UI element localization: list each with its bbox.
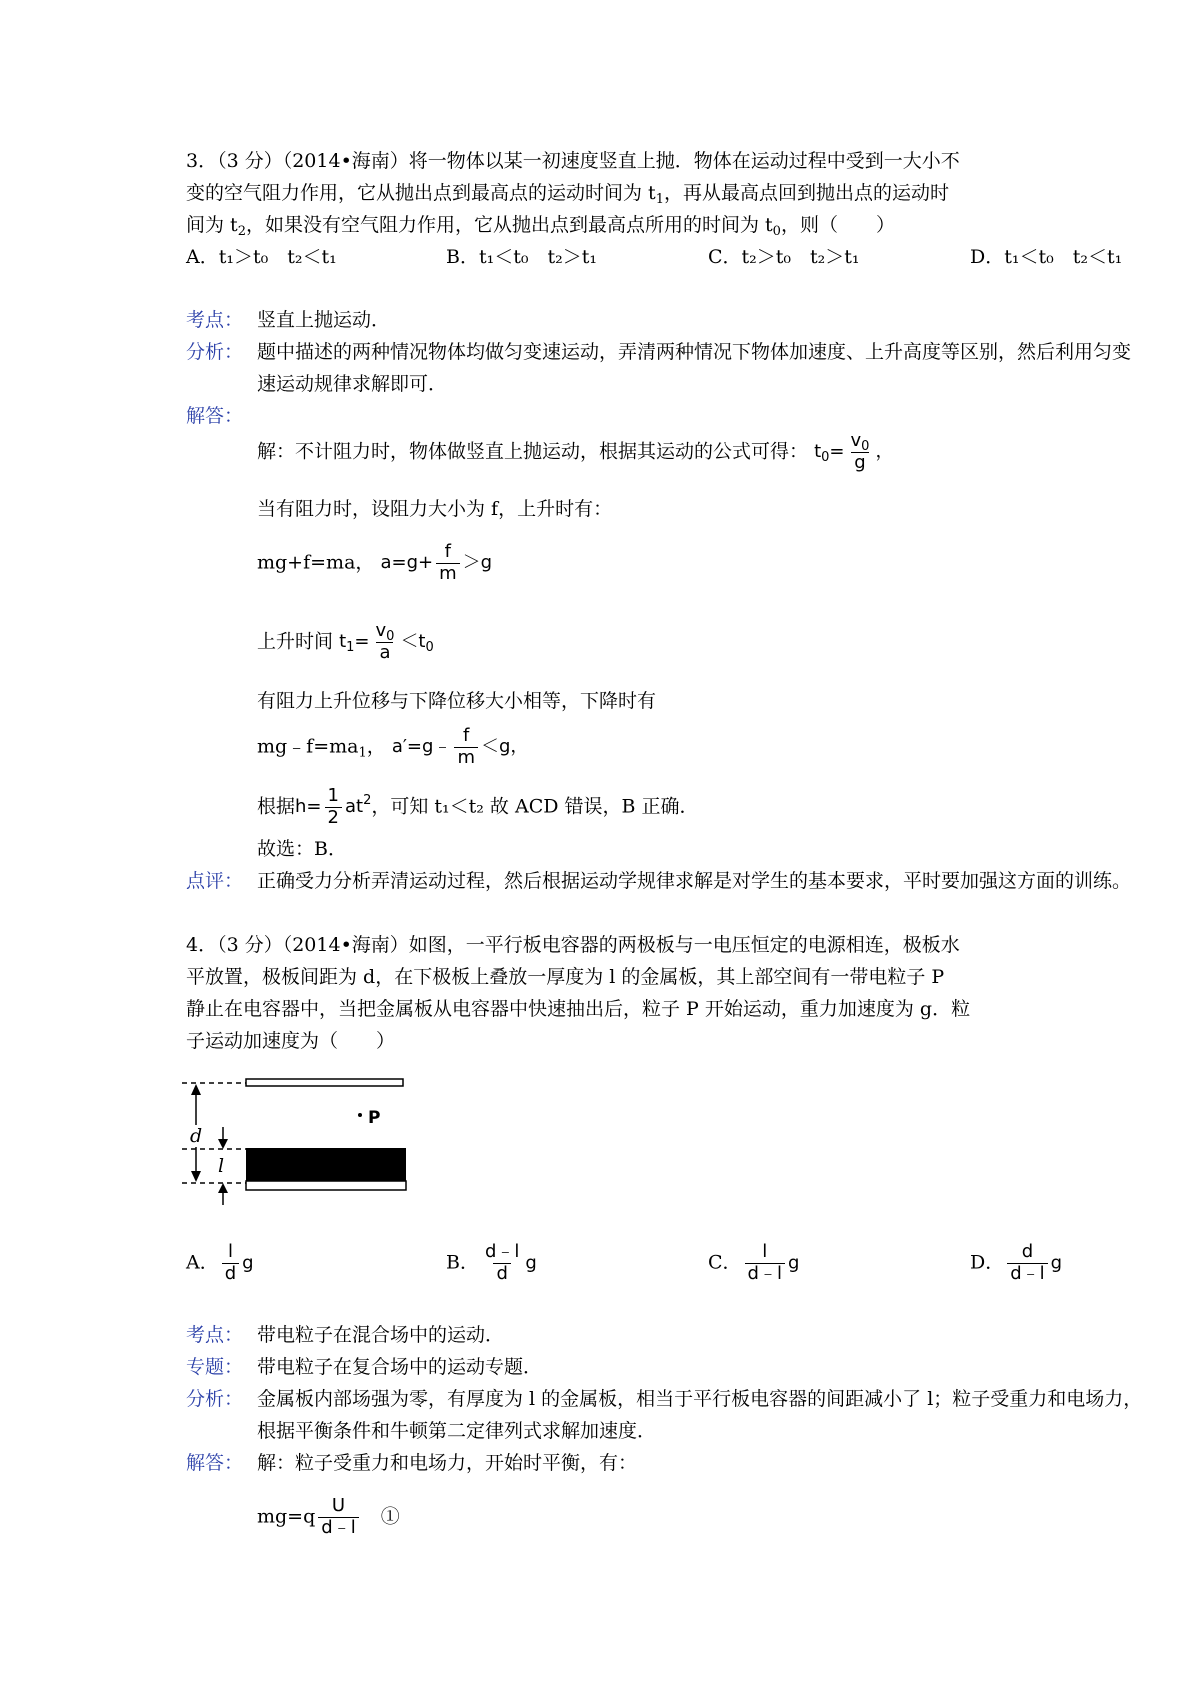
q4-stem-line-1: 4．（3 分）（2014•海南）如图，一平行板电容器的两极板与一电压恒定的电源相连，极板水 (186, 934, 960, 956)
q4-solution-line-2: mg=q $\frac{U}{d﹣l}$ ① (257, 1495, 400, 1538)
q3-solution-line-4: 上升时间 $t_1=$ $\frac{v_0}{a}$ $<t_0$ (257, 620, 434, 663)
formula-h: h= $\frac{1}{2}$ $at^2$ (295, 785, 372, 828)
q3-stem-line-3: 间为 $t_2$，如果没有空气阻力作用，它从抛出点到最高点所用的时间为 $t_0$，则（ ） (186, 214, 895, 239)
d-label: d (190, 1125, 203, 1147)
q3-stem-line-2: 变的空气阻力作用，它从抛出点到最高点的运动时间为 $t_1$，再从最高点回到抛出点的运动时 (186, 182, 949, 207)
q3-solution-line-8: 故选：B． (257, 838, 347, 860)
q4-fenxi-line-1: 金属板内部场强为零，有厚度为 l 的金属板，相当于平行板电容器的间距减小了 l；粒子受重力和电场力， (257, 1388, 1143, 1410)
q4-solution-line-1: 解：粒子受重力和电场力，开始时平衡，有： (257, 1452, 638, 1474)
q3-option-d: D．t₁＜t₀ t₂＜t₁ (970, 246, 1123, 268)
q3-solution-line-5: 有阻力上升位移与下降位移大小相等，下降时有 (257, 690, 657, 712)
q4-option-a: A． $\frac{l}{d}$ g (186, 1241, 254, 1284)
particle-label: P (368, 1108, 381, 1128)
q3-dianping-text: 正确受力分析弄清运动过程，然后根据运动学规律求解是对学生的基本要求，平时要加强这方面的训练。 (257, 870, 1132, 892)
q3-dianping-label: 点评： (186, 870, 244, 892)
q4-stem-line-2: 平放置，极板间距为 d，在下极板上叠放一厚度为 l 的金属板，其上部空间有一带电粒子 P (186, 966, 945, 988)
upper-plate (246, 1079, 403, 1086)
q3-solution-line-1: 解：不计阻力时，物体做竖直上抛运动，根据其运动的公式可得： $t_0=$ $\frac{v_0}{g}$ ， (257, 430, 894, 473)
l-arrowhead-top (218, 1139, 228, 1149)
q4-option-c: C． $\frac{l}{d﹣l}$ g (708, 1241, 800, 1284)
q3-option-a: A．t₁＞t₀ t₂＜t₁ (186, 246, 337, 268)
formula-t0: $t_0=$ $\frac{v_0}{g}$ ， (814, 430, 894, 473)
q4-fenxi-label: 分析： (186, 1388, 244, 1410)
q4-jieda-label: 解答： (186, 1452, 244, 1474)
q3-fenxi-label: 分析： (186, 341, 244, 363)
metal-slab (246, 1148, 406, 1181)
formula-t1: $t_1=$ $\frac{v_0}{a}$ $<t_0$ (339, 620, 434, 663)
q4-option-b: B． $\frac{d﹣l}{d}$ g (446, 1241, 537, 1284)
q4-zhuanti-label: 专题： (186, 1356, 244, 1378)
q3-solution-line-6: $mg﹣f=ma_1$， a′=g﹣ $\frac{f}{m}$ ＜g， (257, 725, 529, 768)
q4-stem-line-3: 静止在电容器中，当把金属板从电容器中快速抽出后，粒子 P 开始运动，重力加速度为 g．粒 (186, 998, 971, 1020)
q3-kaodian-text: 竖直上抛运动． (257, 309, 391, 331)
capacitor-figure (182, 1067, 422, 1207)
q3-solution-line-7: 根据h= $\frac{1}{2}$ $at^2$，可知 t₁＜t₂ 故 ACD 错误，B 正确． (257, 785, 699, 828)
q3-fenxi-line-2: 速运动规律求解即可． (257, 373, 448, 395)
q4-option-d: D． $\frac{d}{d﹣l}$ g (970, 1241, 1063, 1284)
q4-kaodian-label: 考点： (186, 1324, 244, 1346)
d-arrowhead-top (191, 1084, 201, 1095)
q3-jieda-label: 解答： (186, 405, 244, 427)
l-label: l (218, 1155, 225, 1177)
l-arrowhead-bottom (218, 1183, 228, 1193)
q4-fenxi-line-2: 根据平衡条件和牛顿第二定律列式求解加速度． (257, 1420, 657, 1442)
formula-a-up: a=g+ $\frac{f}{m}$ ＞g (380, 541, 493, 584)
q4-zhuanti-text: 带电粒子在复合场中的运动专题． (257, 1356, 543, 1378)
formula-a-down: a′=g﹣ $\frac{f}{m}$ ＜g， (391, 725, 529, 768)
q3-option-b: B．t₁＜t₀ t₂＞t₁ (446, 246, 597, 268)
q4-kaodian-text: 带电粒子在混合场中的运动． (257, 1324, 505, 1346)
q3-kaodian-label: 考点： (186, 309, 244, 331)
q3-solution-line-2: 当有阻力时，设阻力大小为 f，上升时有： (257, 498, 613, 520)
d-arrowhead-bottom (191, 1171, 201, 1182)
q3-fenxi-line-1: 题中描述的两种情况物体均做匀变速运动，弄清两种情况下物体加速度、上升高度等区别，然后利用匀变 (257, 341, 1132, 363)
q3-solution-line-3: mg+f=ma， a=g+ $\frac{f}{m}$ ＞g (257, 541, 493, 584)
q3-stem-line-1: 3．（3 分）（2014•海南）将一物体以某一初速度竖直上抛．物体在运动过程中受到一大小不 (186, 150, 960, 172)
q3-option-c: C．t₂＞t₀ t₂＞t₁ (708, 246, 860, 268)
lower-plate (246, 1181, 406, 1190)
particle-p (358, 1113, 362, 1117)
q4-stem-line-4: 子运动加速度为（ ） (186, 1030, 396, 1052)
